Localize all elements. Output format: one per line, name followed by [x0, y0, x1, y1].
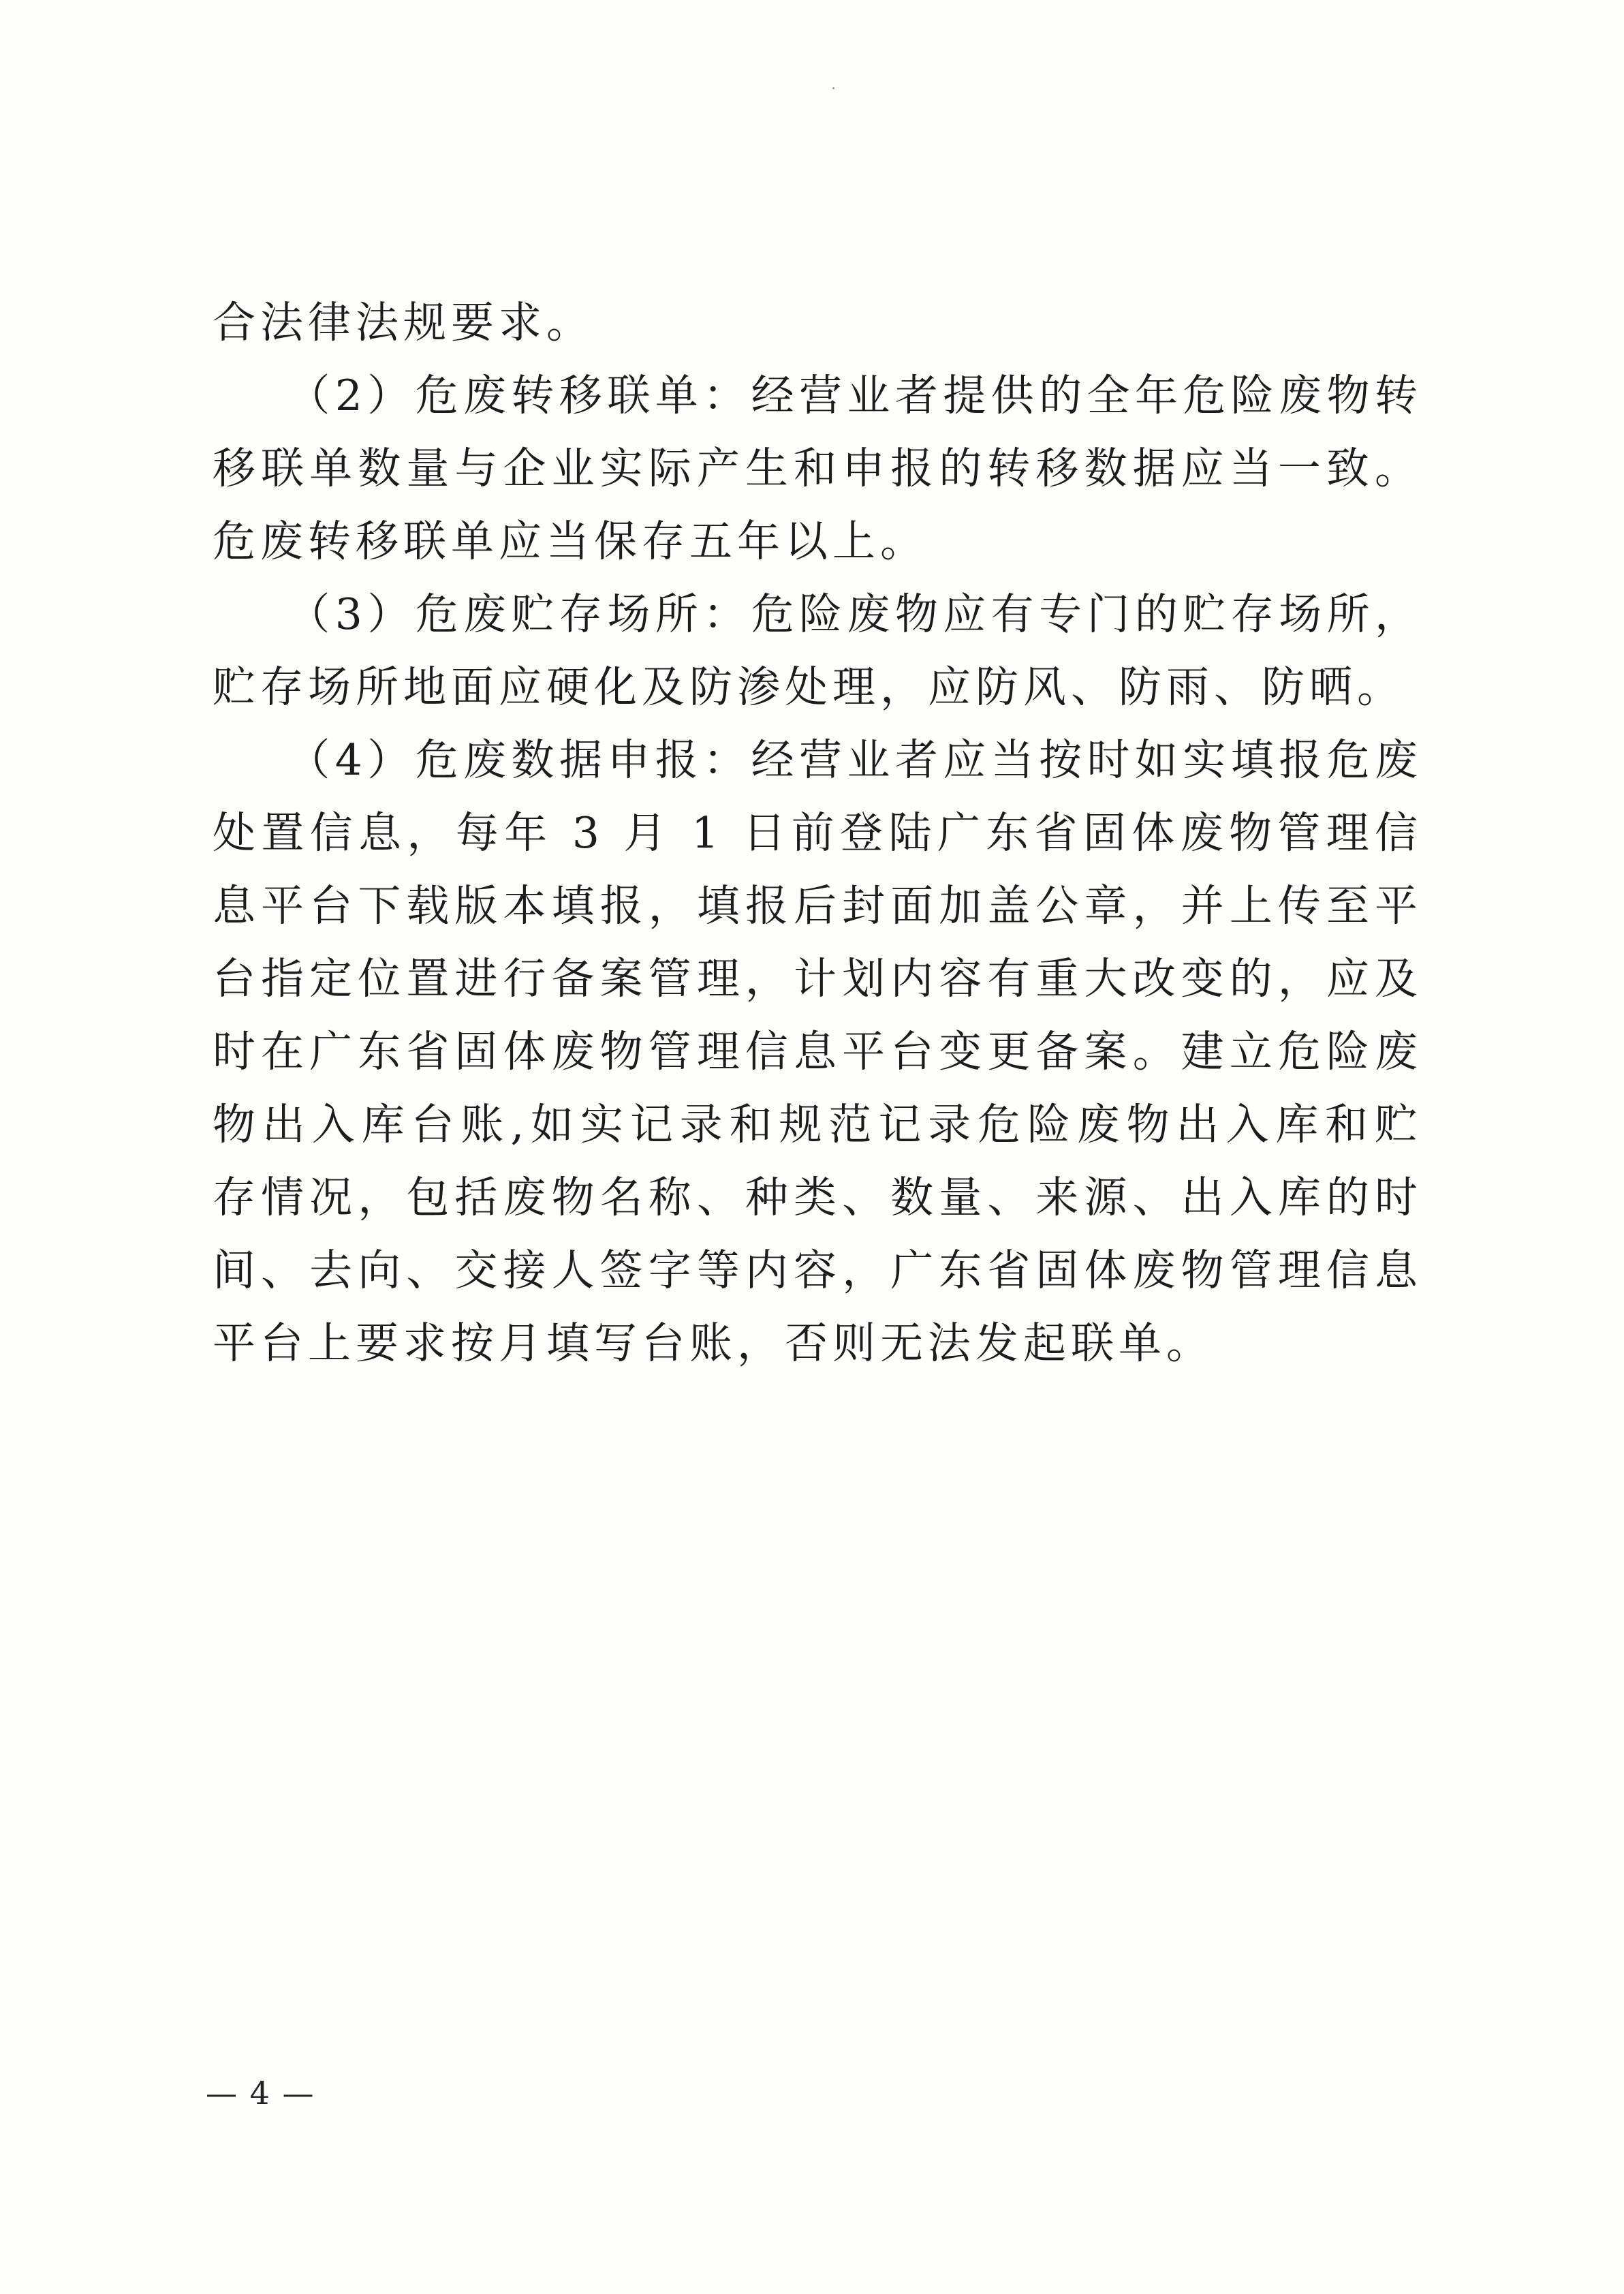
- paragraph-storage-site: （3）危废贮存场所：危险废物应有专门的贮存场所，贮存场所地面应硬化及防渗处理，应防风、防雨、防晒。: [213, 589, 1422, 712]
- scan-speck: [832, 87, 834, 89]
- body-text: [213, 286, 1422, 1380]
- paragraph-data-reporting: （4）危废数据申报：经营业者应当按时如实填报危废处置信息，每年 3 月 1 日前登陆广东省固体废物管理信息平台下载版本填报，填报后封面加盖公章，并上传至平台指定位置进行备案管理，计划内容有重大改变的，应及时在广东省固体废物管理信息平台变更备案。建立危险废物出入库台账,如实记录和规范记录危险废物出入库和贮存情况，包括废物名称、种类、数量、来源、出入库的时间、去向、交接人签字等内容，广东省固体废物管理信息平台上要求按月填写台账，否则无法发起联单。: [213, 735, 1422, 1368]
- paragraph-transfer-manifest: （2）危废转移联单：经营业者提供的全年危险废物转移联单数量与企业实际产生和申报的转移数据应当一致。危废转移联单应当保存五年以上。: [213, 371, 1422, 566]
- paragraph-continuation: 合法律法规要求。: [213, 298, 594, 347]
- page-number: — 4 —: [206, 2075, 315, 2111]
